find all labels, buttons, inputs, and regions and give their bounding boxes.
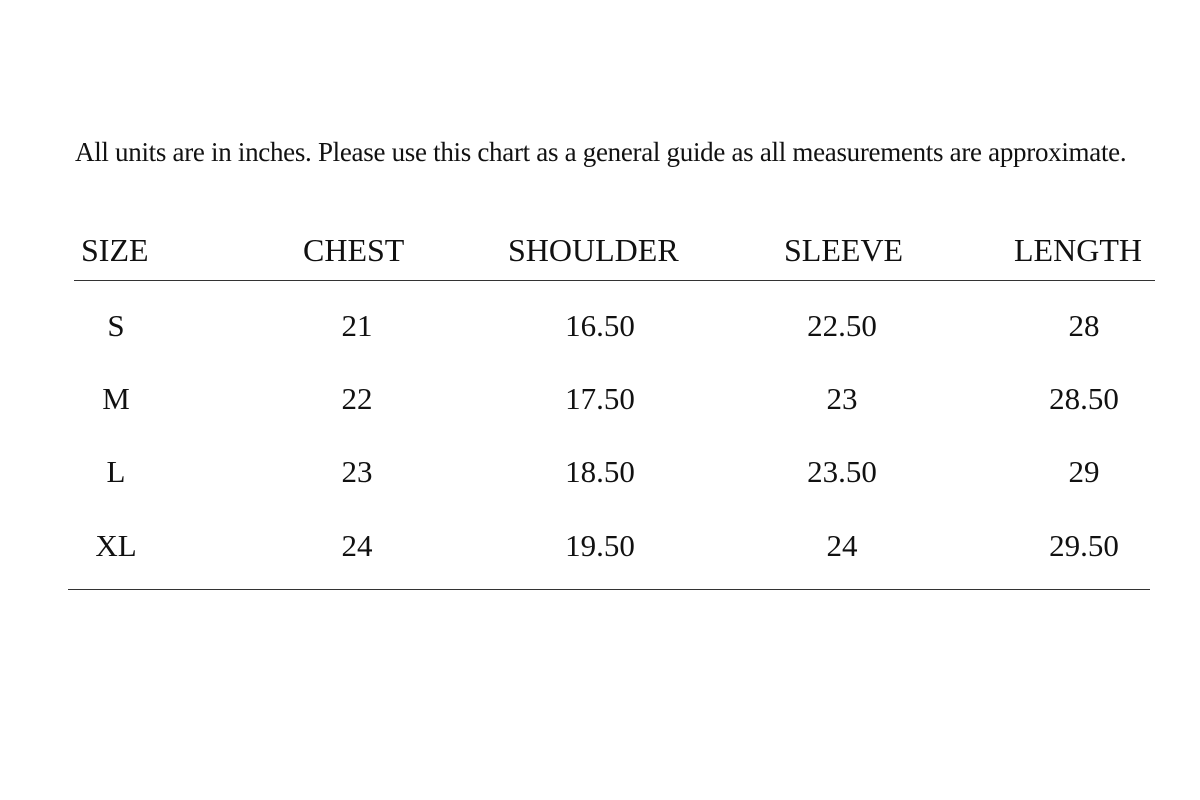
table-row (0, 373, 1200, 425)
cell-chest: 24 (341, 528, 373, 563)
table-row (0, 446, 1200, 498)
cell-shoulder: 19.50 (565, 528, 635, 563)
cell-length: 28.50 (1049, 381, 1119, 416)
cell-size: M (102, 381, 130, 416)
cell-shoulder: 17.50 (565, 381, 635, 416)
header-divider (74, 280, 1155, 281)
column-header-length: LENGTH (1014, 232, 1142, 268)
table-row (0, 520, 1200, 572)
cell-chest: 22 (341, 381, 373, 416)
cell-sleeve: 22.50 (807, 308, 877, 343)
cell-chest: 23 (341, 454, 373, 489)
cell-shoulder: 16.50 (565, 308, 635, 343)
table-bottom-divider (68, 589, 1150, 590)
cell-size: S (107, 308, 125, 343)
cell-shoulder: 18.50 (565, 454, 635, 489)
column-header-size: SIZE (81, 232, 149, 268)
cell-sleeve: 23.50 (807, 454, 877, 489)
cell-size: L (106, 454, 126, 489)
cell-length: 29 (1068, 454, 1100, 489)
column-header-chest: CHEST (303, 232, 405, 268)
cell-size: XL (95, 528, 137, 563)
column-header-sleeve: SLEEVE (784, 232, 904, 268)
table-header (0, 228, 1200, 272)
cell-length: 29.50 (1049, 528, 1119, 563)
table-row (0, 300, 1200, 352)
cell-sleeve: 23 (826, 381, 858, 416)
column-header-shoulder: SHOULDER (508, 232, 679, 268)
cell-length: 28 (1068, 308, 1100, 343)
cell-chest: 21 (341, 308, 373, 343)
units-note: All units are in inches. Please use this chart as a general guide as all measurements are approximate. (75, 137, 1127, 167)
cell-sleeve: 24 (826, 528, 858, 563)
